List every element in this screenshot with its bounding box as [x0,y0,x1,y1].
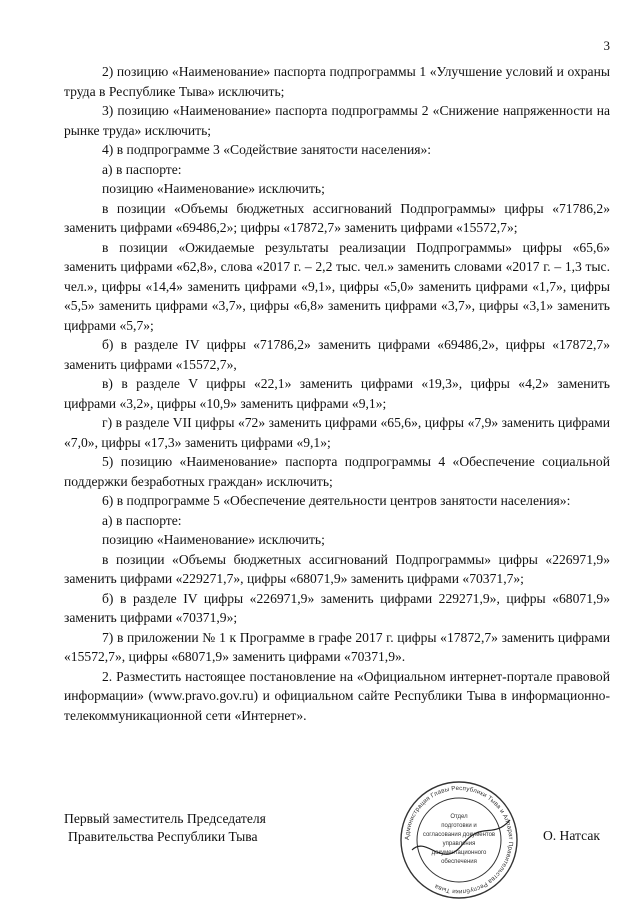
paragraph: а) в паспорте: [102,161,182,177]
paragraph: 5) позицию «Наименование» паспорта подпрограммы 4 «Обеспечение социальной поддержки безработных граждан» исключить; [64,454,610,489]
paragraph: позицию «Наименование» исключить; [102,181,325,196]
paragraph: 7) в приложении № 1 к Программе в графе 2017 г. цифры «17872,7» заменить цифрами «15572,7», цифры «68071,9» заменить цифрами «70371,9». [64,629,610,664]
paragraph: а) в паспорте: [102,512,182,528]
svg-text:Администрация Главы Республики [404,785,514,895]
document-body [64,62,610,725]
page-number: 3 [603,38,610,53]
paragraph: г) в разделе VII цифры «72» заменить цифрами «65,6», цифры «7,9» заменить цифрами «7,0», цифры «17,3» заменить цифрами «9,1»; [64,415,610,450]
seal-center-line: подготовки и [441,823,477,829]
seal-ring-text: Администрация Главы Республики Тыва и Аппарат Правительства Республики Тыва [403,784,515,896]
paragraph: 6) в подпрограмме 5 «Обеспечение деятельности центров занятости населения»: [102,493,571,508]
signature-position-line1: Первый заместитель Председателя [64,811,266,826]
seal-center-line: обеспечения [441,859,477,865]
paragraph: в позиции «Объемы бюджетных ассигнований Подпрограммы» цифры «71786,2» заменить цифрами «69486,2»; цифры «17872,7» заменить цифрами «15572,7»; [64,200,610,235]
paragraph: 4) в подпрограмме 3 «Содействие занятости населения»: [102,142,432,157]
paragraph: позицию «Наименование» исключить; [102,532,325,547]
paragraph: в) в разделе V цифры «22,1» заменить цифрами «19,3», цифры «4,2» заменить цифрами «3,2», цифры «10,9» заменить цифрами «9,1»; [64,376,610,411]
paragraph: в позиции «Ожидаемые результаты реализации Подпрограммы» цифры «65,6» заменить цифрами «62,8», слова «2017 г. – 2,2 тыс. чел.» заменить словами «2017 г. – 1,3 тыс. чел.», цифры «14,4» заменить цифрами «9,1», цифры «5,0» заменить цифрами «1,7», цифры «5,5» заменить цифрами «3,7», цифры «6,8» заменить цифрами «3,7», цифры «3,1» заменить цифрами «5,7»; [64,239,610,333]
seal-center-line: согласования документов [422,832,496,838]
paragraph: 2. Разместить настоящее постановление на «Официальном интернет-портале правовой информации» (www.pravo.gov.ru) и официальном сайте Республики Тыва в информационно-телекоммуникационной сети «Интернет». [64,668,610,723]
paragraph: в позиции «Объемы бюджетных ассигнований Подпрограммы» цифры «226971,9» заменить цифрами «229271,7», цифры «68071,9» заменить цифрами «70371,7»; [64,551,610,586]
paragraph: б) в разделе IV цифры «71786,2» заменить цифрами «69486,2», цифры «17872,7» заменить цифрами «15572,7», [64,337,610,372]
seal-center-line: документационного [431,850,487,856]
seal-center-line: управления [442,841,476,847]
paragraph: 2) позицию «Наименование» паспорта подпрограммы 1 «Улучшение условий и охраны труда в Республике Тыва» исключить; [64,64,610,99]
signature-position-line2: Правительства Республики Тыва [68,829,258,844]
signature-position [64,810,266,846]
official-seal-stamp [392,780,526,900]
paragraph: 3) позицию «Наименование» паспорта подпрограммы 2 «Снижение напряженности на рынке труда» исключить; [64,103,610,138]
seal-center-line: Отдел [450,814,468,820]
paragraph: б) в разделе IV цифры «226971,9» заменить цифрами 229271,9», цифры «68071,9» заменить цифрами «70371,9»; [64,590,610,625]
signature-name: О. Натсак [542,828,600,843]
